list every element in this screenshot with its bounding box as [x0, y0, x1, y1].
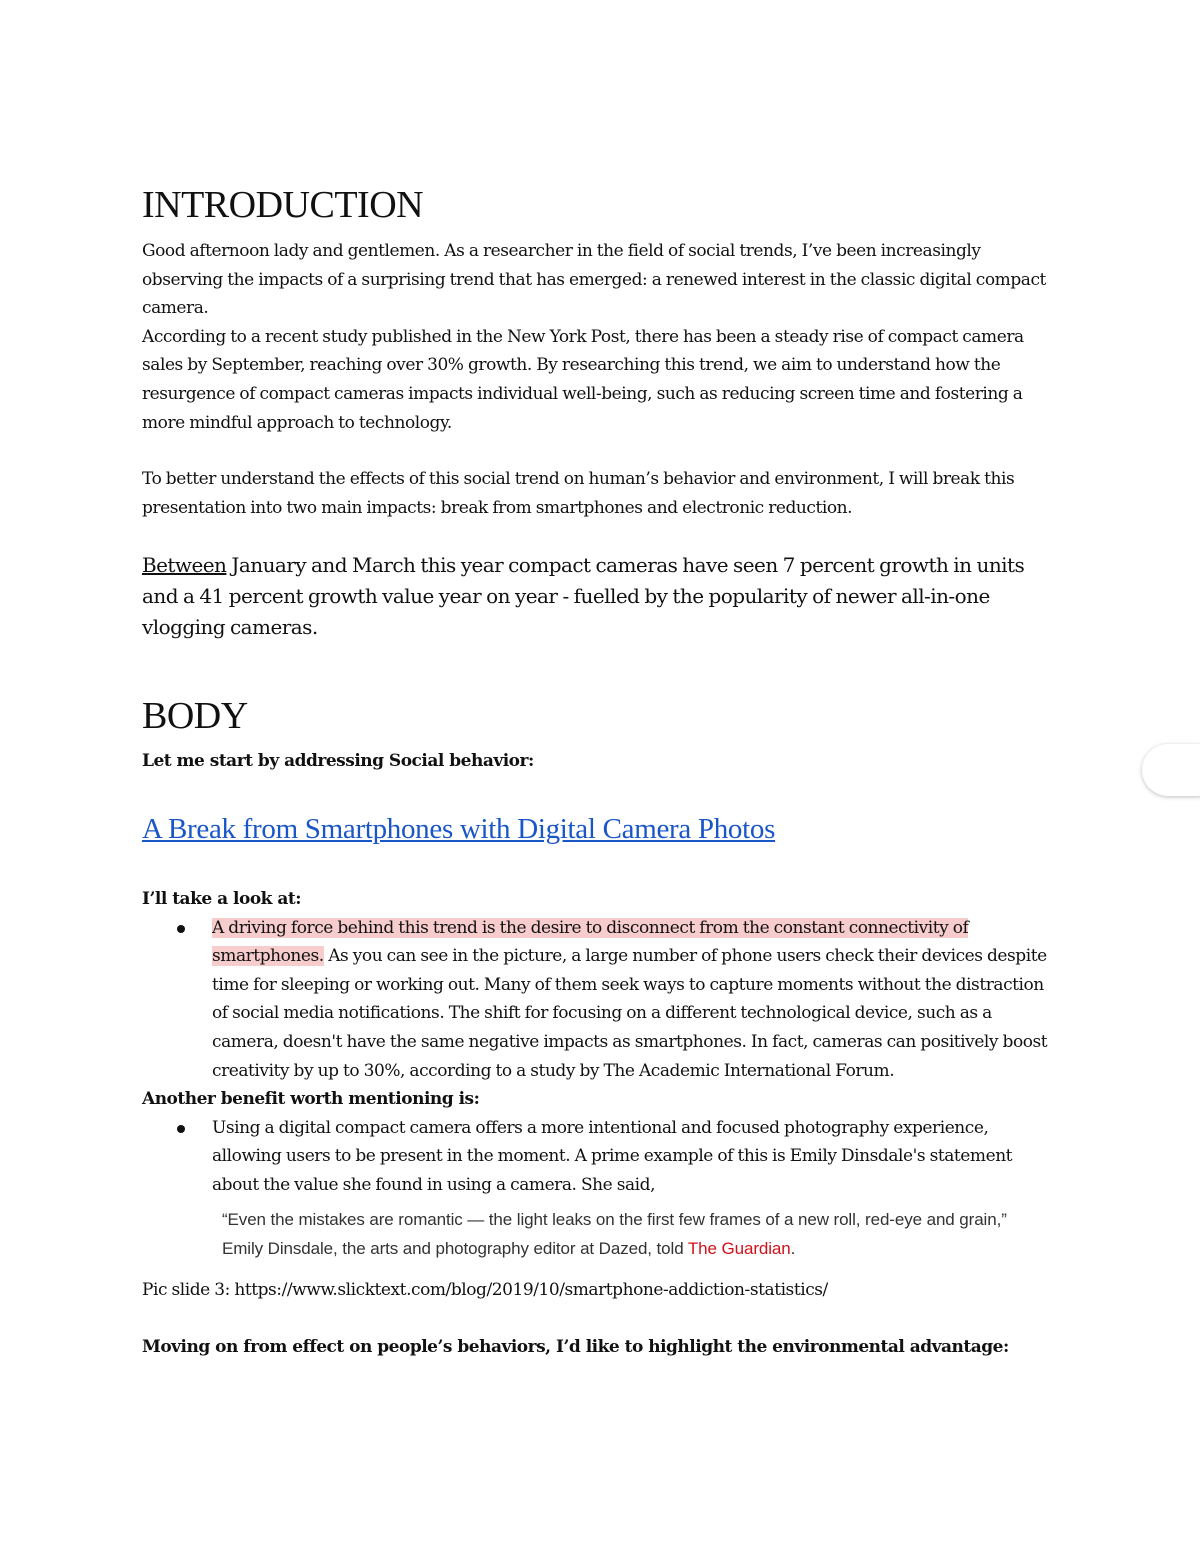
list-item	[142, 1114, 1062, 1200]
bullet-list-2	[142, 1114, 1062, 1200]
intro-paragraph-3: To better understand the effects of this social trend on human’s behavior and environment, I will break this presentation into two main impacts: break from smartphones and electronic reduction.	[142, 469, 1015, 518]
list-item	[142, 914, 1062, 1086]
intro-heading: INTRODUCTION	[142, 184, 424, 226]
bullet-2-text: Using a digital compact camera offers a more intentional and focused photography experience, allowing users to be present in the moment. A prime example of this is Emily Dinsdale's statement about the value she found in using a camera. She said,	[212, 1117, 1013, 1195]
body-heading: BODY	[142, 695, 248, 738]
moving-on-text: Moving on from effect on people’s behaviors, I’d like to highlight the environmental advantage:	[142, 1337, 1009, 1358]
quote-block	[222, 1205, 1062, 1263]
quote-attribution	[222, 1234, 1062, 1263]
quote-text: “Even the mistakes are romantic — the light leaks on the first few frames of a new roll, red-eye and grain,”	[222, 1210, 1007, 1230]
body-lead: Let me start by addressing Social behavior:	[142, 751, 534, 772]
intro-paragraph-4	[142, 550, 1062, 643]
bullet-icon	[177, 925, 185, 933]
side-panel-tab[interactable]	[1142, 744, 1200, 796]
underlined-word: Between	[142, 553, 227, 578]
bullet-1-text: As you can see in the picture, a large number of phone users check their devices despite time for sleeping or working out. Many of them seek ways to capture moments without the distraction of social media notifications. The shift for focusing on a different technological device, such as a camera, doesn't have the same negative impacts as smartphones. In fact, cameras can positively boost creativity by up to 30%, according to a study by The Academic International Forum.	[212, 946, 1048, 1081]
quote-end: .	[790, 1239, 796, 1259]
intro-paragraph-2: According to a recent study published in the New York Post, there has been a steady rise of compact camera sales by September, reaching over 30% growth. By researching this trend, we aim to understand how the resurgence of compact cameras impacts individual well-being, such as reducing screen time and fostering a more mindful approach to technology.	[142, 326, 1024, 433]
intro-paragraph-1: Good afternoon lady and gentlemen. As a researcher in the field of social trends, I’ve been increasingly observing the impacts of a surprising trend that has emerged: a renewed interest in the classic digital compact camera.	[142, 241, 1046, 319]
bullet-icon	[177, 1125, 185, 1133]
bullet-list-1	[142, 914, 1062, 1086]
look-at-label: I’ll take a look at:	[142, 888, 301, 909]
another-benefit-label: Another benefit worth mentioning is:	[142, 1089, 480, 1110]
highlighted-text: A driving force behind this trend is the desire to disconnect from the constant connectivity of smartphones.	[212, 917, 969, 967]
intro-paragraph-4-text: January and March this year compact cameras have seen 7 percent growth in units and a 41 percent growth value year on year - fuelled by the popularity of newer all-in-one vlogging cameras.	[142, 553, 1025, 640]
section-link-heading[interactable]: A Break from Smartphones with Digital Camera Photos	[142, 812, 776, 845]
quote-source-link[interactable]: The Guardian	[687, 1239, 791, 1259]
pic-slide-reference: Pic slide 3: https://www.slicktext.com/blog/2019/10/smartphone-addiction-statistics/	[142, 1280, 828, 1301]
document-page	[142, 182, 1062, 1362]
quote-attribution-text: Emily Dinsdale, the arts and photography editor at Dazed, told	[222, 1239, 688, 1259]
